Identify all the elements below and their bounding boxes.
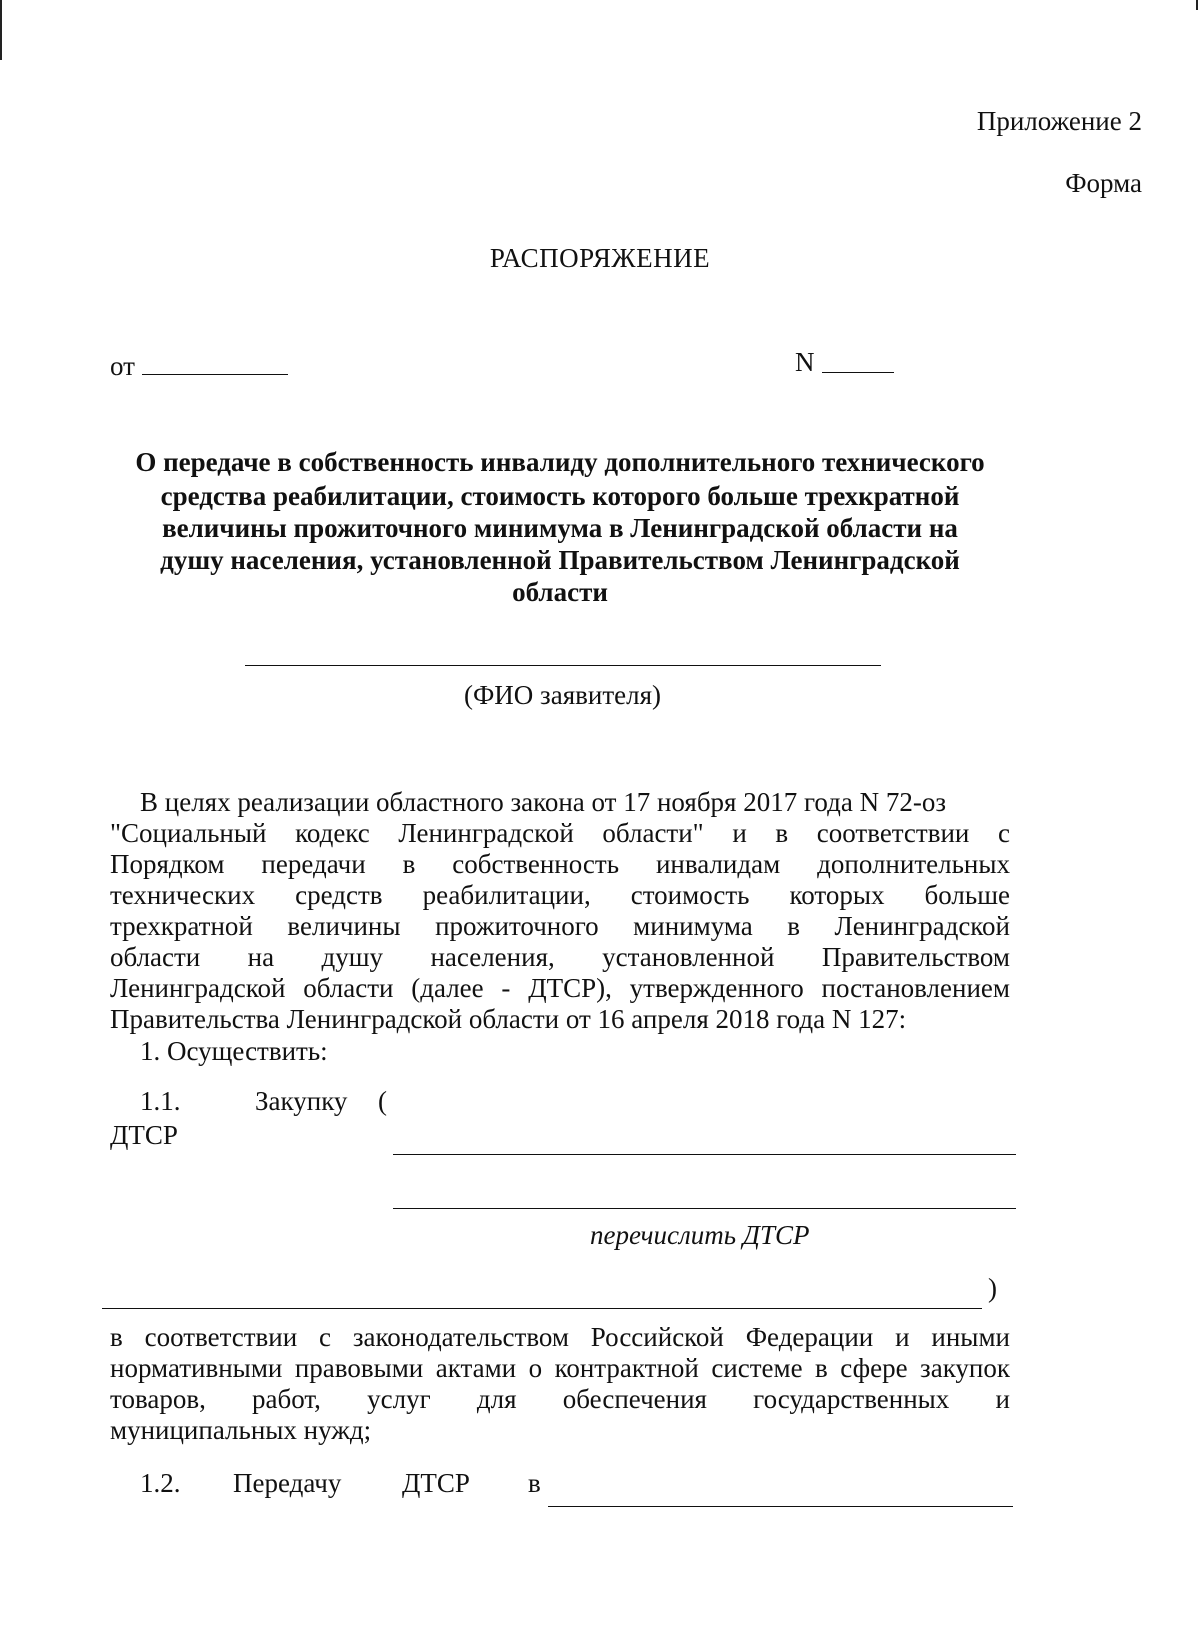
applicant-caption: (ФИО заявителя) xyxy=(463,680,661,710)
number-blank-line xyxy=(822,372,894,373)
number-prefix: N xyxy=(795,347,815,377)
item-1-1-blank-line-1 xyxy=(393,1154,1016,1155)
subject-line-4: душу населения, установленной Правительством Ленинградской xyxy=(160,545,960,575)
item-1-1-blank-line-2 xyxy=(393,1208,1016,1209)
item-1-2-dtsr: ДТСР xyxy=(402,1468,470,1498)
subject-line-1: О передаче в собственность инвалиду дополнительного технического xyxy=(135,447,985,477)
item-1-2-word: Передачу xyxy=(233,1468,342,1498)
preamble-line-8: Правительства Ленинградской области от 16 апреля 2018 года N 127: xyxy=(110,1004,907,1034)
item-1-1-number: 1.1. xyxy=(140,1086,181,1116)
subject-line-3: величины прожиточного минимума в Ленинградской области на xyxy=(162,513,958,543)
item-1-2-preposition: в xyxy=(528,1468,541,1498)
item-1-1-hint: перечислить ДТСР xyxy=(590,1220,810,1250)
preamble-line-3: Порядком передачи в собственность инвалидам дополнительных xyxy=(110,849,1010,879)
date-prefix: от xyxy=(110,351,135,381)
item-1-1-open-paren: ( xyxy=(378,1086,387,1116)
preamble-line-7: Ленинградской области (далее - ДТСР), утвержденного постановлением xyxy=(110,973,1010,1003)
subject-line-5: области xyxy=(512,577,608,607)
applicant-blank-line xyxy=(245,665,881,666)
law-line-2: нормативными правовыми актами о контрактной системе в сфере закупок xyxy=(110,1353,1010,1383)
appendix-label: Приложение 2 xyxy=(976,106,1142,136)
scan-edge-right xyxy=(1196,0,1198,10)
preamble-line-6: области на душу населения, установленной Правительством xyxy=(110,942,1010,972)
law-line-4: муниципальных нужд; xyxy=(110,1415,372,1445)
item-1-2-number: 1.2. xyxy=(140,1468,181,1498)
item-1-1-dtsr: ДТСР xyxy=(110,1120,178,1150)
preamble-line-2: "Социальный кодекс Ленинградской области" и в соответствии с xyxy=(110,818,1010,848)
item-1-1-blank-line-3 xyxy=(102,1308,982,1309)
preamble-line-5: трехкратной величины прожиточного минимума в Ленинградской xyxy=(110,911,1010,941)
form-label: Форма xyxy=(1065,168,1142,198)
item-1-1-word: Закупку xyxy=(255,1086,348,1116)
preamble-line-1: В целях реализации областного закона от 17 ноября 2017 года N 72-оз xyxy=(140,787,946,817)
item-1-2-blank-line xyxy=(548,1506,1013,1507)
law-line-3: товаров, работ, услуг для обеспечения государственных и xyxy=(110,1384,1010,1414)
subject-line-2: средства реабилитации, стоимость которого больше трехкратной xyxy=(160,481,960,511)
item-1: 1. Осуществить: xyxy=(140,1036,328,1066)
item-1-1-close-paren: ) xyxy=(988,1273,997,1303)
document-title: РАСПОРЯЖЕНИЕ xyxy=(489,243,711,273)
preamble-line-4: технических средств реабилитации, стоимость которых больше xyxy=(110,880,1010,910)
law-line-1: в соответствии с законодательством Российской Федерации и иными xyxy=(110,1322,1010,1352)
date-blank-line xyxy=(142,374,288,375)
scan-edge-left xyxy=(0,0,2,60)
